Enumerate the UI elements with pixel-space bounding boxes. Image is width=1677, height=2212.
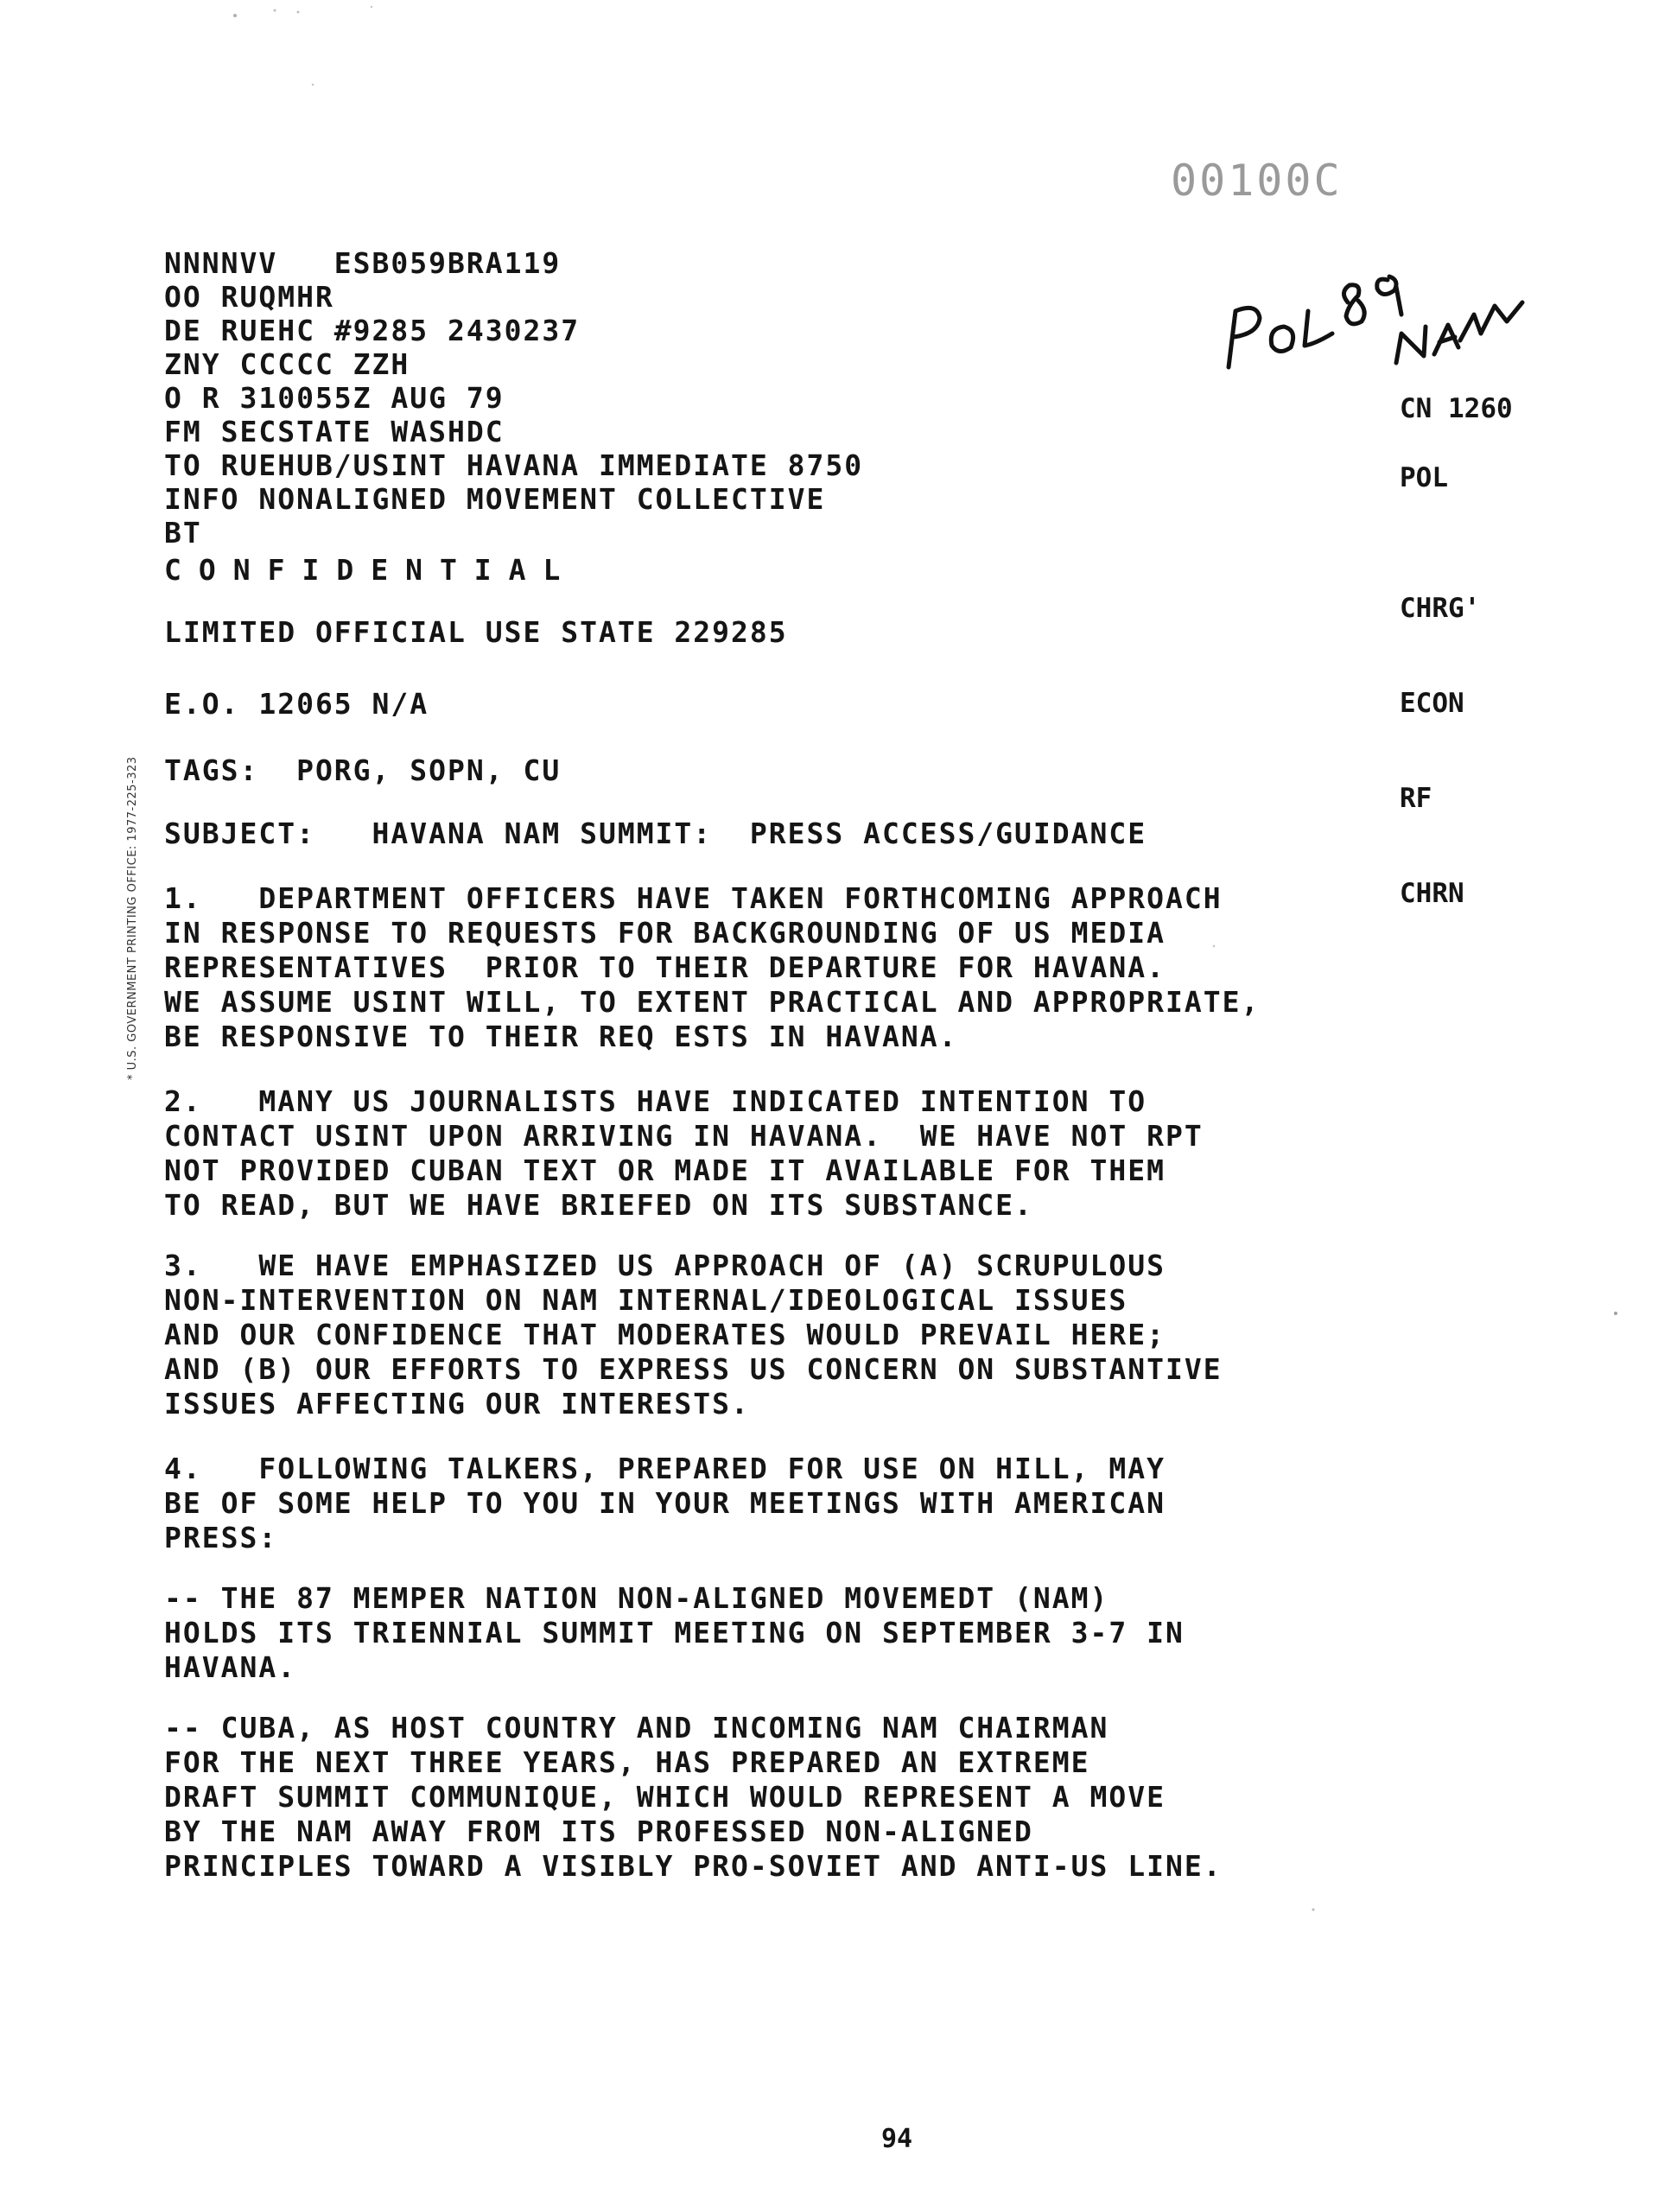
paragraph-line: -- THE 87 MEMPER NATION NON-ALIGNED MOVEMEDT (NAM) — [164, 1581, 1109, 1615]
paragraph-line: BE OF SOME HELP TO YOU IN YOUR MEETINGS WITH AMERICAN — [164, 1486, 1166, 1520]
paragraph-3 — [164, 1249, 1460, 1421]
paragraph-line: 1. DEPARTMENT OFFICERS HAVE TAKEN FORTHCOMING APPROACH — [164, 881, 1223, 915]
subject-line: SUBJECT: HAVANA NAM SUMMIT: PRESS ACCESS/GUIDANCE — [164, 817, 1147, 850]
paragraph-line: NON-INTERVENTION ON NAM INTERNAL/IDEOLOGICAL ISSUES — [164, 1283, 1128, 1317]
paragraph-line: HOLDS ITS TRIENNIAL SUMMIT MEETING ON SEPTEMBER 3-7 IN — [164, 1616, 1185, 1649]
talker-item-2 — [164, 1711, 1460, 1884]
limited-official-use-line: LIMITED OFFICIAL USE STATE 229285 — [164, 615, 788, 649]
routing-item: RF — [1400, 783, 1432, 814]
paragraph-line: PRESS: — [164, 1521, 278, 1554]
classification-label: CONFIDENTIAL — [164, 553, 578, 587]
paragraph-line: ISSUES AFFECTING OUR INTERESTS. — [164, 1387, 750, 1421]
document-stamp-number: 00100C — [1171, 156, 1343, 206]
paragraph-line: 2. MANY US JOURNALISTS HAVE INDICATED INTENTION TO — [164, 1084, 1147, 1118]
header-line: O R 310055Z AUG 79 — [164, 381, 505, 415]
page-number: 94 — [881, 2124, 913, 2154]
paragraph-line: BY THE NAM AWAY FROM ITS PROFESSED NON-ALIGNED — [164, 1815, 1033, 1848]
paragraph-line: -- CUBA, AS HOST COUNTRY AND INCOMING NAM CHAIRMAN — [164, 1711, 1109, 1745]
paragraph-line: NOT PROVIDED CUBAN TEXT OR MADE IT AVAILABLE FOR THEM — [164, 1154, 1166, 1187]
paragraph-line: HAVANA. — [164, 1650, 297, 1684]
routing-item: CHRN — [1400, 878, 1464, 909]
paragraph-line: CONTACT USINT UPON ARRIVING IN HAVANA. WE HAVE NOT RPT — [164, 1119, 1204, 1153]
paragraph-2 — [164, 1084, 1460, 1223]
header-line: NNNNVV ESB059BRA119 — [164, 246, 562, 280]
header-line: INFO NONALIGNED MOVEMENT COLLECTIVE — [164, 482, 826, 516]
paragraph-line: AND (B) OUR EFFORTS TO EXPRESS US CONCERN ON SUBSTANTIVE — [164, 1352, 1223, 1386]
paragraph-line: 3. WE HAVE EMPHASIZED US APPROACH OF (A) SCRUPULOUS — [164, 1249, 1166, 1282]
header-line: BT — [164, 516, 202, 550]
header-line: DE RUEHC #9285 2430237 — [164, 314, 581, 347]
paragraph-line: FOR THE NEXT THREE YEARS, HAS PREPARED AN EXTREME — [164, 1745, 1090, 1779]
routing-item: CHRG' — [1400, 593, 1481, 624]
handwritten-annotation — [1218, 251, 1529, 389]
paragraph-line: WE ASSUME USINT WILL, TO EXTENT PRACTICAL AND APPROPRIATE, — [164, 985, 1261, 1019]
header-line: TO RUEHUB/USINT HAVANA IMMEDIATE 8750 — [164, 448, 864, 482]
eo-line: E.O. 12065 N/A — [164, 687, 429, 721]
paragraph-line: BE RESPONSIVE TO THEIR REQ ESTS IN HAVANA. — [164, 1020, 958, 1053]
paragraph-line: PRINCIPLES TOWARD A VISIBLY PRO-SOVIET AND ANTI-US LINE. — [164, 1849, 1223, 1883]
tags-line: TAGS: PORG, SOPN, CU — [164, 753, 562, 787]
printing-office-imprint: * U.S. GOVERNMENT PRINTING OFFICE: 1977-225-323 — [126, 756, 139, 1080]
header-line: OO RUQMHR — [164, 280, 334, 314]
paragraph-line: AND OUR CONFIDENCE THAT MODERATES WOULD PREVAIL HERE; — [164, 1318, 1166, 1351]
talker-item-1 — [164, 1581, 1460, 1685]
telegram-header — [164, 246, 863, 587]
paragraph-4 — [164, 1452, 1460, 1555]
routing-cn-number: CN 1260 — [1400, 393, 1513, 424]
paragraph-line: IN RESPONSE TO REQUESTS FOR BACKGROUNDING OF US MEDIA — [164, 916, 1166, 950]
paragraph-line: REPRESENTATIVES PRIOR TO THEIR DEPARTURE FOR HAVANA. — [164, 950, 1166, 984]
header-line: ZNY CCCCC ZZH — [164, 347, 410, 381]
paragraph-line: DRAFT SUMMIT COMMUNIQUE, WHICH WOULD REPRESENT A MOVE — [164, 1780, 1166, 1814]
header-line: FM SECSTATE WASHDC — [164, 415, 505, 448]
paragraph-line: TO READ, BUT WE HAVE BRIEFED ON ITS SUBSTANCE. — [164, 1188, 1033, 1222]
routing-pol: POL — [1400, 462, 1448, 493]
routing-list — [1400, 530, 1480, 941]
paragraph-line: 4. FOLLOWING TALKERS, PREPARED FOR USE ON HILL, MAY — [164, 1452, 1166, 1485]
paragraph-1 — [164, 881, 1460, 1054]
routing-item: ECON — [1400, 688, 1464, 719]
